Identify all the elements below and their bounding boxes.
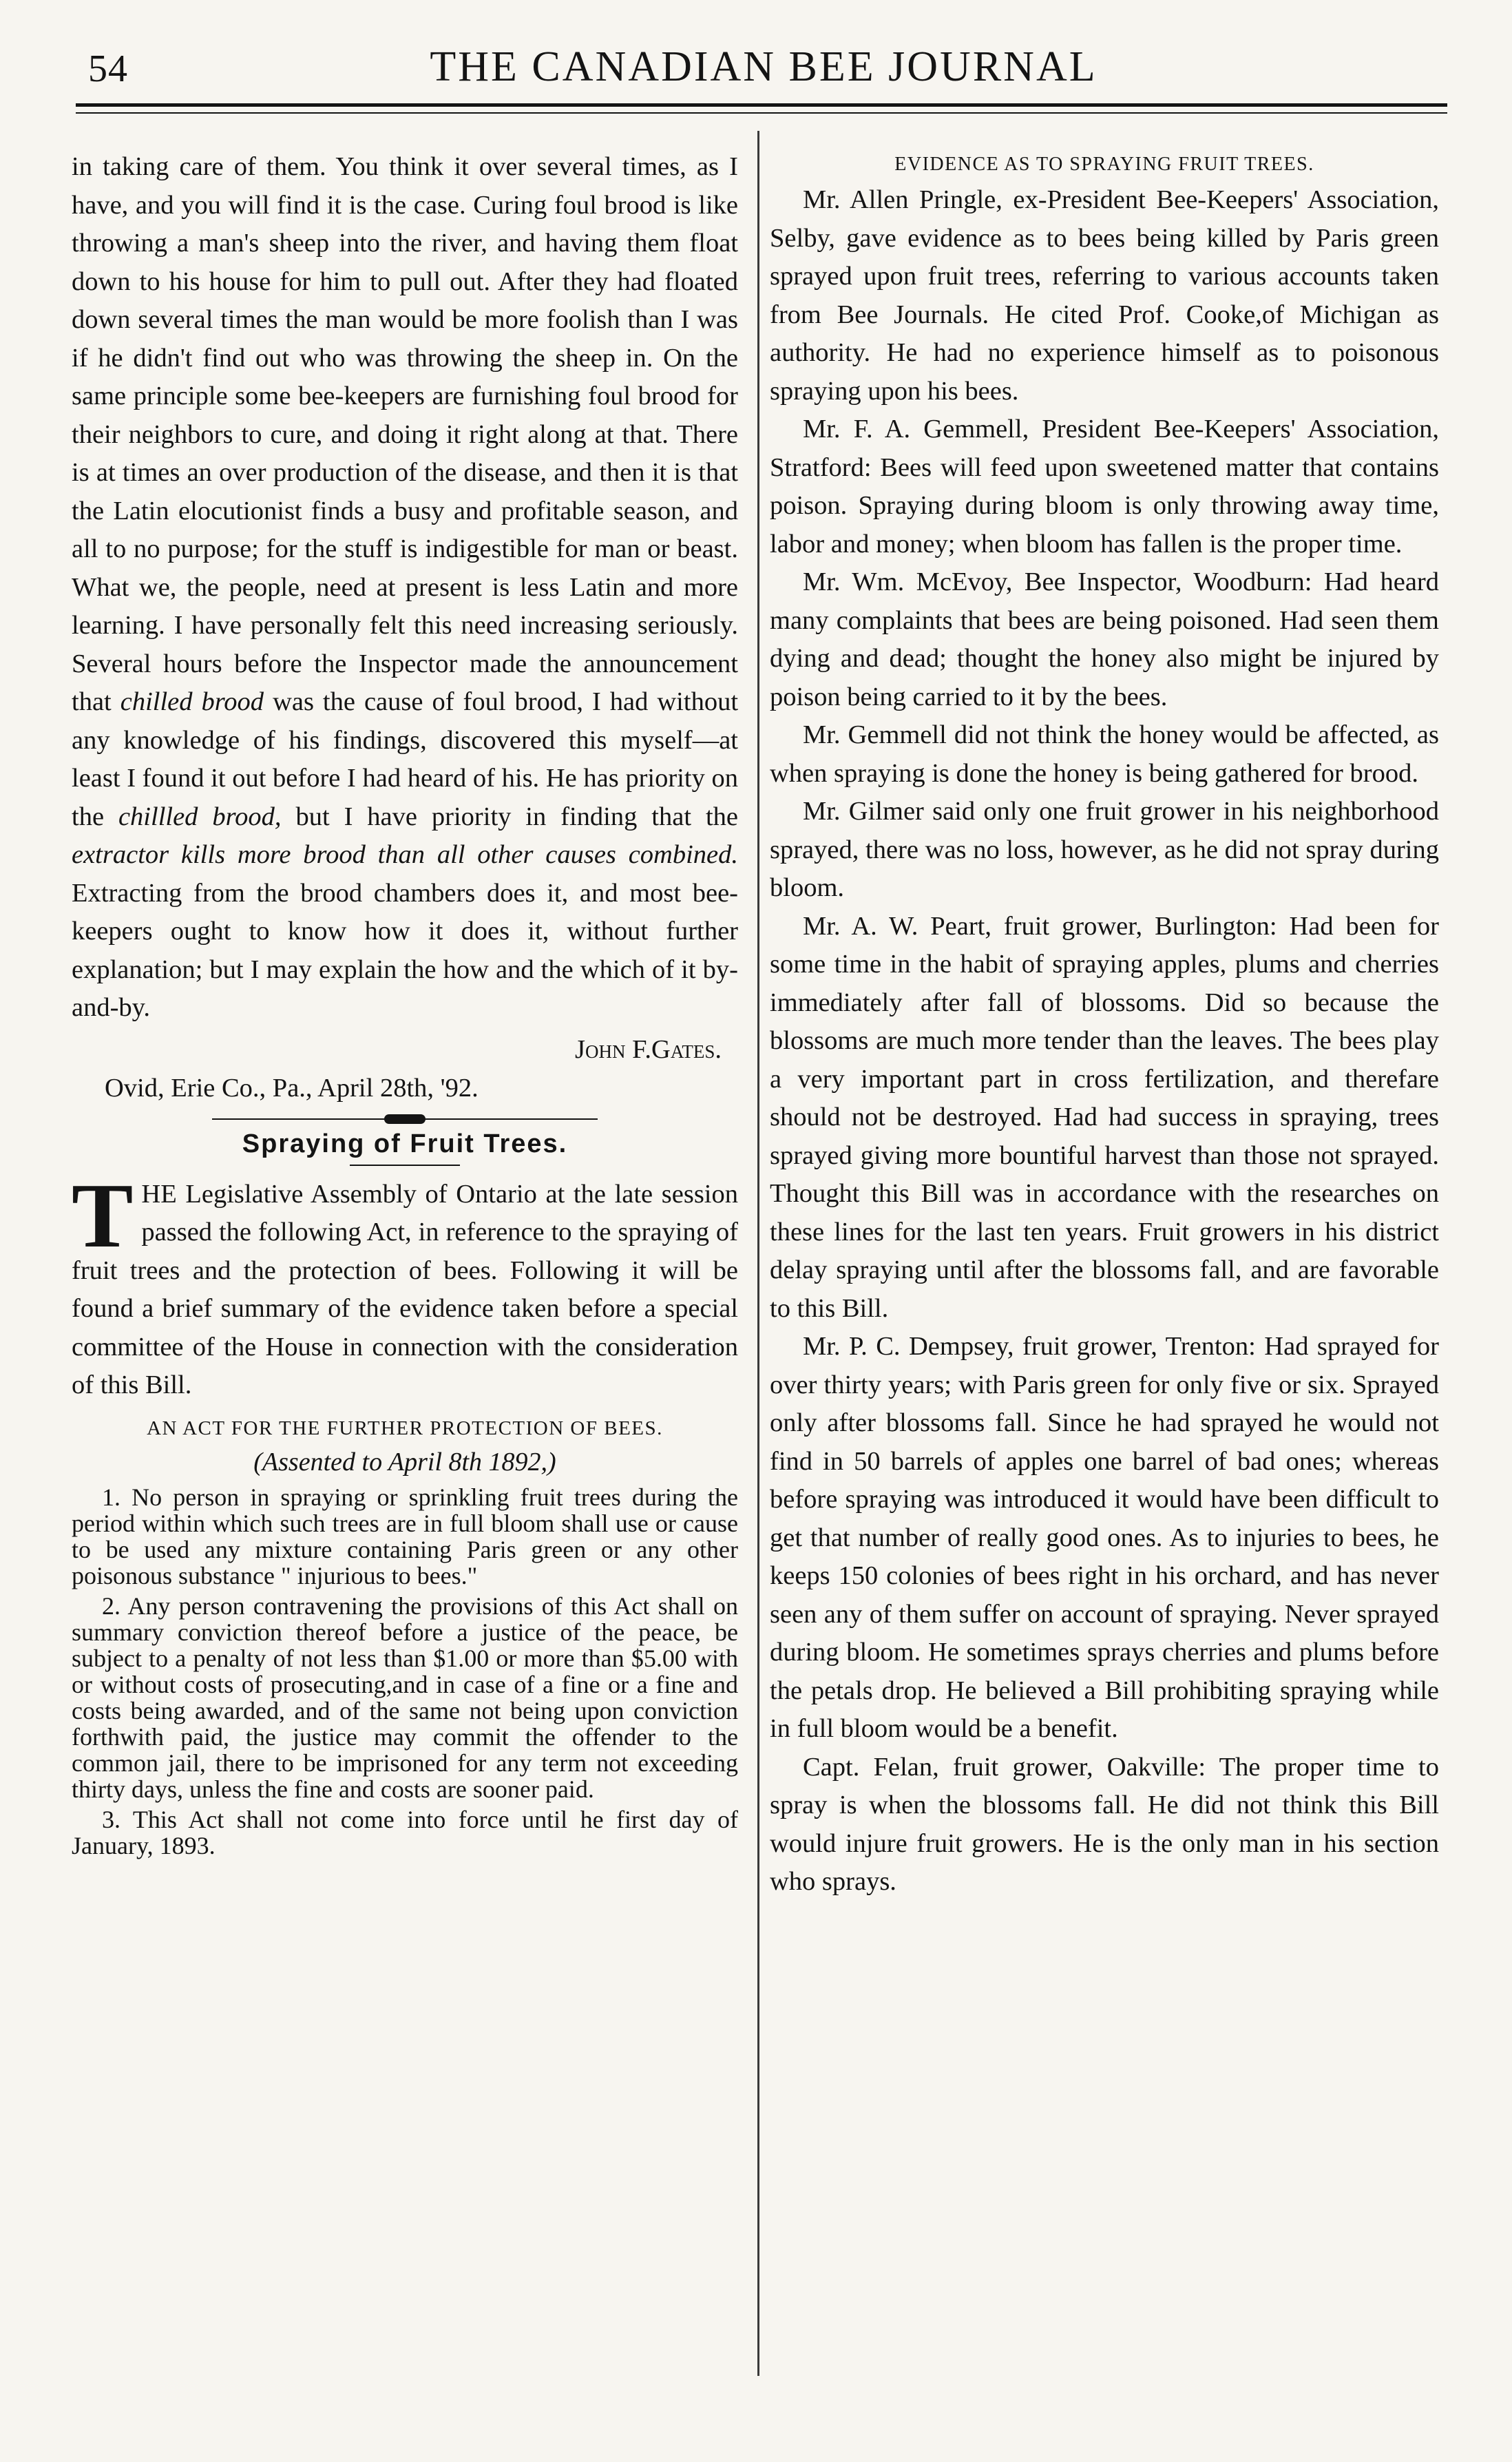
signature: John F.Gates. [575,1034,722,1064]
column-divider [757,131,759,2376]
letter-body [72,148,738,1027]
evidence-gilmer: Mr. Gilmer said only one fruit grower in his neighborhood sprayed, there was no loss, however, as he did not spray during bloom. [770,797,1439,902]
page-header [88,43,1439,95]
letter-text-1: in taking care of them. You think it over several times, as I have, and you will find it is the case. Curing foul brood is like throwing a man's sheep into the river, and having them float down to his house for him to pull out. After they had floated down several times the man would be more foolish than I was if he didn't find out who was throwing the sheep in. On the same principle some bee-keepers are furnishing foul brood for their neighbors to cure, and doing it right along at that. There is at times an over production of the disease, and then it is that the Latin elocutionist finds a busy and profitable season, and all to no purpose; for the stuff is indigestible for man or beast. What we, the people, need at present is less Latin and more learning. I have personally felt this need increasing seriously. Several hours before the Inspector made the announcement that [72,152,738,716]
header-rule-thin [76,112,1447,114]
letter-text-3: but I have priority in finding that the [295,802,738,831]
evidence-felan: Capt. Felan, fruit grower, Oakville: The proper time to spray is when the blossoms fall. He did not think this Bill would injure fruit growers. He is the only man in his section who sprays. [770,1752,1439,1896]
act-clause-2: 2. Any person contravening the provisions of this Act shall on summary conviction thereof before a justice of the peace, be subject to a penalty of not less than $1.00 or more than $5.00 with or without costs of prosecuting,and in case of a fine or a fine and costs being awarded, and of the same not being upon conviction forthwith paid, the justice may commit the offender to the common jail, there to be imprisoned for any term not exceeding thirty days, unless the fine and costs are sooner paid. [72,1592,738,1803]
title-rule [350,1165,460,1166]
intro-paragraph [72,1164,738,1405]
act-clause-1: 1. No person in spraying or sprinkling fruit trees during the period within which such trees are in full bloom shall use or cause to be used any mixture containing Paris green or any other poisonous substance " injurious to bees." [72,1483,738,1589]
letter-italic-1: chilled brood [120,687,264,716]
letter-text-4: Extracting from the brood chambers does it, and most bee-keepers ought to know how it does it, without further explanation; but I may explain the how and the which of it by-and-by. [72,878,738,1022]
ornament-divider [212,1114,598,1124]
drop-cap: T [72,1164,134,1266]
letter-italic-3: extractor kills more brood than all other causes combined. [72,840,738,869]
act-clause-3: 3. This Act shall not come into force until he first day of January, 1893. [72,1805,738,1859]
left-column [72,148,738,1863]
act-title: AN ACT FOR THE FURTHER PROTECTION OF BEES. [147,1417,663,1439]
assented-date: (Assented to April 8th 1892,) [253,1447,556,1477]
right-column [770,148,1439,1901]
page-number: 54 [88,48,128,90]
letter-italic-2: chillled brood, [118,802,282,831]
evidence-gemmell-2: Mr. Gemmell did not think the honey would be affected, as when spraying is done the honey is being gathered for brood. [770,720,1439,788]
section-title: Spraying of Fruit Trees. [242,1129,568,1158]
evidence-gemmell: Mr. F. A. Gemmell, President Bee-Keepers' Association, Stratford: Bees will feed upon sweetened matter that contains poison. Spraying during bloom is only throwing away time, labor and money; when bloom has fallen is the proper time. [770,415,1439,559]
evidence-pringle: Mr. Allen Pringle, ex-President Bee-Keepers' Association, Selby, gave evidence as to bees being killed by Paris green sprayed upon fruit trees, referring to various accounts taken from Bee Journals. He cited Prof. Cooke,of Michigan as authority. He had no experience himself as to poisonous spraying upon his bees. [770,185,1439,406]
letter-text-2: was the cause of foul brood, I had without any knowledge of his findings, discovered this myself—at least I found it out before I had heard of his. He has priority on the [72,687,739,831]
intro-text: HE Legislative Assembly of Ontario at the late session passed the following Act, in reference to the spraying of fruit trees and the protection of bees. Following it will be found a brief summary of the evidence taken before a special committee of the House in connection with the consideration of this Bill. [72,1179,738,1399]
evidence-mcevoy: Mr. Wm. McEvoy, Bee Inspector, Woodburn: Had heard many complaints that bees are being poisoned. Had seen them dying and dead; thought the honey also might be injured by poison being carried to it by the bees. [770,567,1439,711]
evidence-title: EVIDENCE AS TO SPRAYING FRUIT TREES. [894,154,1314,175]
place-date: Ovid, Erie Co., Pa., April 28th, '92. [105,1073,479,1103]
evidence-peart: Mr. A. W. Peart, fruit grower, Burlington: Had been for some time in the habit of spraying apples, plums and cherries immediately after fall of blossoms. Did so because the blossoms are much more tender than the leaves. The bees play a very important part in cross fertilization, and therefare should not be destroyed. Had had success in spraying, trees sprayed giving more bountiful harvest than those not sprayed. Thought this Bill was in accordance with the researches on these lines for the last ten years. Fruit growers in his district delay spraying until after the blossoms fall, and are favorable to this Bill. [770,911,1439,1323]
journal-title: THE CANADIAN BEE JOURNAL [430,43,1098,90]
evidence-dempsey: Mr. P. C. Dempsey, fruit grower, Trenton: Had sprayed for over thirty years; with Paris green for only five or six. Sprayed only after blossoms fall. Since he had sprayed he would not find in 50 barrels of apples one barrel of bad ones; whereas before spraying was introduced it would have been difficult to get that number of really good ones. As to injuries to bees, he keeps 150 colonies of bees right in his orchard, and has never seen any of them suffer on account of spraying. Never sprayed during bloom. He sometimes sprays cherries and plums before the petals drop. He believed a Bill prohibiting spraying while in full bloom would be a benefit. [770,1332,1439,1743]
header-rule-thick [76,103,1447,107]
